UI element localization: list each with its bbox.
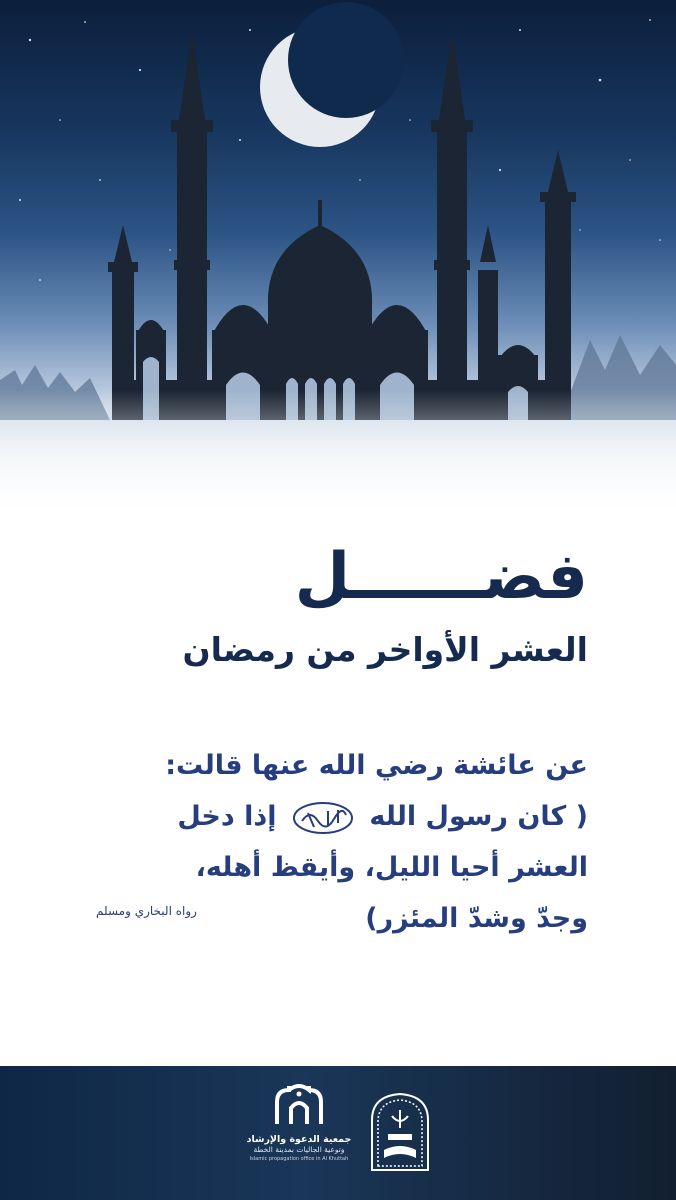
title-main: فضــــــل [294, 540, 588, 614]
salawat-calligraphy-icon [292, 801, 354, 835]
association-english-name: Islamic propagation office in Al Khuttah [249, 1156, 349, 1162]
hadith-line-1: عن عائشة رضي الله عنها قالت: [165, 750, 588, 781]
mosque-scene [0, 0, 676, 520]
hadith-line-2 [68, 791, 588, 842]
ministry-emblem-icon [368, 1092, 432, 1172]
ministry-logo [368, 1092, 432, 1176]
association-logo [244, 1080, 354, 1163]
hadith-line-2-end: إذا دخل [177, 801, 277, 832]
crescent-moon-icon [260, 2, 404, 147]
association-logo-icon [269, 1080, 329, 1128]
hadith-line-2-start: ( كان رسول الله [369, 801, 588, 832]
association-subtitle: وتوعية الجاليات بمدينة الخطة [253, 1145, 345, 1154]
hadith-line-3: العشر أحيا الليل، وأيقظ أهله، [195, 852, 588, 883]
hadith-source: رواه البخاري ومسلم [96, 904, 197, 918]
hadith-line-4: وجدّ وشدّ المئزر) [365, 903, 588, 934]
title-sub: العشر الأواخر من رمضان [182, 630, 588, 669]
association-name: جمعية الدعوة والإرشاد [246, 1134, 352, 1145]
